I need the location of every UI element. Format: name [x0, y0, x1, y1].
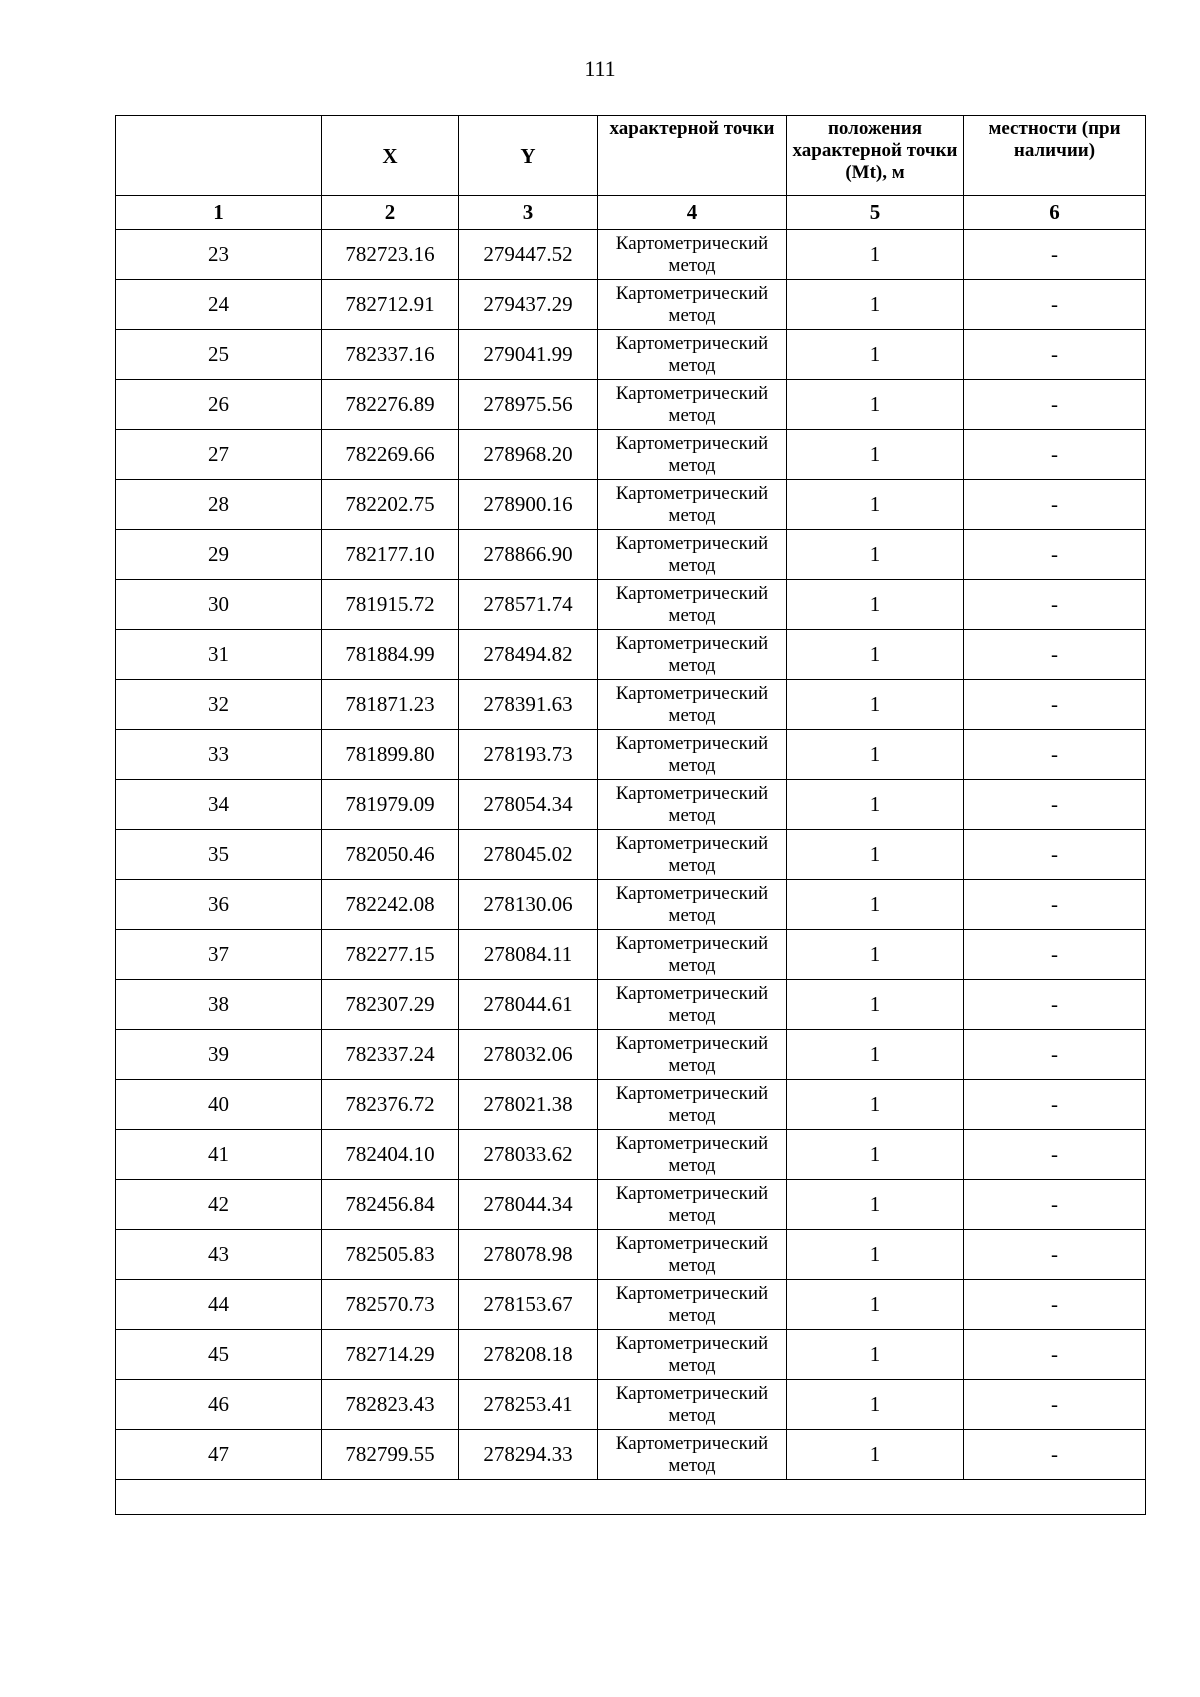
x-coordinate-cell: 782269.66 — [322, 430, 459, 480]
description-cell: - — [964, 1280, 1146, 1330]
y-coordinate-cell: 278294.33 — [459, 1430, 598, 1480]
method-text-line2: метод — [668, 1454, 716, 1476]
method-cell — [598, 1030, 787, 1080]
method-text-line1: Картометрический — [615, 682, 769, 704]
method-text-line2: метод — [668, 404, 716, 426]
y-coordinate-cell: 278571.74 — [459, 580, 598, 630]
method-text-line1: Картометрический — [615, 532, 769, 554]
point-number-cell: 37 — [116, 930, 322, 980]
method-cell — [598, 1230, 787, 1280]
method-text-line2: метод — [668, 1204, 716, 1226]
point-number-cell: 44 — [116, 1280, 322, 1330]
method-text-line2: метод — [668, 254, 716, 276]
x-coordinate-cell: 782376.72 — [322, 1080, 459, 1130]
accuracy-cell: 1 — [787, 730, 964, 780]
y-coordinate-cell: 279447.52 — [459, 230, 598, 280]
accuracy-cell: 1 — [787, 1180, 964, 1230]
method-text-line1: Картометрический — [615, 832, 769, 854]
method-text-line2: метод — [668, 904, 716, 926]
y-coordinate-cell: 278044.61 — [459, 980, 598, 1030]
method-text-line2: метод — [668, 1304, 716, 1326]
x-coordinate-cell: 782712.91 — [322, 280, 459, 330]
method-text-line1: Картометрический — [615, 1232, 769, 1254]
accuracy-cell: 1 — [787, 1130, 964, 1180]
method-cell — [598, 230, 787, 280]
y-coordinate-cell: 278494.82 — [459, 630, 598, 680]
y-coordinate-cell: 278193.73 — [459, 730, 598, 780]
point-number-cell: 25 — [116, 330, 322, 380]
y-coordinate-cell: 278866.90 — [459, 530, 598, 580]
method-text-line1: Картометрический — [615, 1082, 769, 1104]
table-row — [116, 1080, 1146, 1130]
x-coordinate-cell: 781979.09 — [322, 780, 459, 830]
description-cell: - — [964, 980, 1146, 1030]
description-cell: - — [964, 680, 1146, 730]
method-text-line2: метод — [668, 1104, 716, 1126]
table-row — [116, 630, 1146, 680]
header-y: Y — [459, 116, 598, 196]
description-cell: - — [964, 780, 1146, 830]
y-coordinate-cell: 278033.62 — [459, 1130, 598, 1180]
method-text-line2: метод — [668, 354, 716, 376]
page-number: 111 — [584, 56, 616, 81]
header-method: характерной точки — [598, 116, 787, 196]
x-coordinate-cell: 782277.15 — [322, 930, 459, 980]
method-cell — [598, 1430, 787, 1480]
y-coordinate-cell: 278078.98 — [459, 1230, 598, 1280]
method-text-line2: метод — [668, 1404, 716, 1426]
x-coordinate-cell: 782714.29 — [322, 1330, 459, 1380]
method-text-line1: Картометрический — [615, 1032, 769, 1054]
x-coordinate-cell: 782307.29 — [322, 980, 459, 1030]
column-number: 4 — [598, 196, 787, 230]
table-row — [116, 680, 1146, 730]
y-coordinate-cell: 278084.11 — [459, 930, 598, 980]
x-coordinate-cell: 782202.75 — [322, 480, 459, 530]
x-coordinate-cell: 782404.10 — [322, 1130, 459, 1180]
y-coordinate-cell: 278900.16 — [459, 480, 598, 530]
y-coordinate-cell: 278045.02 — [459, 830, 598, 880]
accuracy-cell: 1 — [787, 530, 964, 580]
method-cell — [598, 980, 787, 1030]
point-number-cell: 31 — [116, 630, 322, 680]
point-number-cell: 42 — [116, 1180, 322, 1230]
table-row — [116, 580, 1146, 630]
description-cell: - — [964, 880, 1146, 930]
point-number-cell: 46 — [116, 1380, 322, 1430]
x-coordinate-cell: 782505.83 — [322, 1230, 459, 1280]
point-number-cell: 32 — [116, 680, 322, 730]
method-cell — [598, 1130, 787, 1180]
coordinates-table — [115, 115, 1146, 1515]
table-row — [116, 430, 1146, 480]
accuracy-cell: 1 — [787, 380, 964, 430]
x-coordinate-cell: 782723.16 — [322, 230, 459, 280]
method-text-line2: метод — [668, 954, 716, 976]
description-cell: - — [964, 1130, 1146, 1180]
method-text-line1: Картометрический — [615, 632, 769, 654]
table-row — [116, 480, 1146, 530]
accuracy-cell: 1 — [787, 580, 964, 630]
method-cell — [598, 930, 787, 980]
point-number-cell: 27 — [116, 430, 322, 480]
method-cell — [598, 1280, 787, 1330]
column-numbers-row — [116, 196, 1146, 230]
method-text-line1: Картометрический — [615, 232, 769, 254]
method-cell — [598, 1180, 787, 1230]
y-coordinate-cell: 278130.06 — [459, 880, 598, 930]
method-text-line1: Картометрический — [615, 1132, 769, 1154]
description-cell: - — [964, 480, 1146, 530]
table-row — [116, 730, 1146, 780]
column-number: 6 — [964, 196, 1146, 230]
header-x: X — [322, 116, 459, 196]
table-row — [116, 830, 1146, 880]
description-cell: - — [964, 1230, 1146, 1280]
y-coordinate-cell: 279041.99 — [459, 330, 598, 380]
point-number-cell: 40 — [116, 1080, 322, 1130]
method-cell — [598, 830, 787, 880]
description-cell: - — [964, 730, 1146, 780]
y-coordinate-cell: 278021.38 — [459, 1080, 598, 1130]
table-row — [116, 330, 1146, 380]
table-row — [116, 1430, 1146, 1480]
method-text-line1: Картометрический — [615, 582, 769, 604]
description-cell: - — [964, 1180, 1146, 1230]
accuracy-cell: 1 — [787, 1330, 964, 1380]
method-cell — [598, 430, 787, 480]
accuracy-cell: 1 — [787, 1230, 964, 1280]
table-row — [116, 1280, 1146, 1330]
y-coordinate-cell: 278391.63 — [459, 680, 598, 730]
header-accuracy: положения характерной точки (Mt), м — [787, 116, 964, 196]
accuracy-cell: 1 — [787, 630, 964, 680]
table-row — [116, 1230, 1146, 1280]
method-cell — [598, 1380, 787, 1430]
method-text-line2: метод — [668, 704, 716, 726]
x-coordinate-cell: 781871.23 — [322, 680, 459, 730]
accuracy-cell: 1 — [787, 1080, 964, 1130]
point-number-cell: 41 — [116, 1130, 322, 1180]
point-number-cell: 35 — [116, 830, 322, 880]
point-number-cell: 34 — [116, 780, 322, 830]
description-cell: - — [964, 330, 1146, 380]
description-cell: - — [964, 1430, 1146, 1480]
accuracy-cell: 1 — [787, 230, 964, 280]
y-coordinate-cell: 278253.41 — [459, 1380, 598, 1430]
point-number-cell: 36 — [116, 880, 322, 930]
method-cell — [598, 380, 787, 430]
point-number-cell: 43 — [116, 1230, 322, 1280]
method-text-line2: метод — [668, 604, 716, 626]
description-cell: - — [964, 280, 1146, 330]
table-row — [116, 980, 1146, 1030]
method-text-line1: Картометрический — [615, 332, 769, 354]
accuracy-cell: 1 — [787, 930, 964, 980]
method-text-line2: метод — [668, 754, 716, 776]
method-text-line1: Картометрический — [615, 1432, 769, 1454]
accuracy-cell: 1 — [787, 1380, 964, 1430]
table-row — [116, 230, 1146, 280]
method-cell — [598, 730, 787, 780]
column-number: 1 — [116, 196, 322, 230]
accuracy-cell: 1 — [787, 280, 964, 330]
point-number-cell: 28 — [116, 480, 322, 530]
column-number: 5 — [787, 196, 964, 230]
accuracy-cell: 1 — [787, 680, 964, 730]
accuracy-cell: 1 — [787, 1280, 964, 1330]
point-number-cell: 33 — [116, 730, 322, 780]
method-cell — [598, 1080, 787, 1130]
method-text-line1: Картометрический — [615, 432, 769, 454]
header-point-number — [116, 116, 322, 196]
method-cell — [598, 330, 787, 380]
accuracy-cell: 1 — [787, 780, 964, 830]
method-cell — [598, 780, 787, 830]
method-text-line2: метод — [668, 454, 716, 476]
description-cell: - — [964, 1030, 1146, 1080]
description-cell: - — [964, 380, 1146, 430]
method-cell — [598, 680, 787, 730]
method-text-line1: Картометрический — [615, 982, 769, 1004]
empty-footer-cell — [116, 1480, 1146, 1515]
point-number-cell: 39 — [116, 1030, 322, 1080]
method-text-line2: метод — [668, 654, 716, 676]
table-row — [116, 880, 1146, 930]
description-cell: - — [964, 630, 1146, 680]
point-number-cell: 24 — [116, 280, 322, 330]
table-row — [116, 280, 1146, 330]
method-text-line1: Картометрический — [615, 782, 769, 804]
method-text-line2: метод — [668, 304, 716, 326]
method-cell — [598, 480, 787, 530]
y-coordinate-cell: 278054.34 — [459, 780, 598, 830]
y-coordinate-cell: 278153.67 — [459, 1280, 598, 1330]
method-text-line1: Картометрический — [615, 482, 769, 504]
accuracy-cell: 1 — [787, 880, 964, 930]
table-row — [116, 380, 1146, 430]
method-text-line1: Картометрический — [615, 732, 769, 754]
point-number-cell: 23 — [116, 230, 322, 280]
method-cell — [598, 530, 787, 580]
column-number: 2 — [322, 196, 459, 230]
header-description: местности (при наличии) — [964, 116, 1146, 196]
method-text-line1: Картометрический — [615, 382, 769, 404]
x-coordinate-cell: 781915.72 — [322, 580, 459, 630]
x-coordinate-cell: 781899.80 — [322, 730, 459, 780]
point-number-cell: 45 — [116, 1330, 322, 1380]
x-coordinate-cell: 782242.08 — [322, 880, 459, 930]
method-text-line1: Картометрический — [615, 1282, 769, 1304]
method-cell — [598, 1330, 787, 1380]
method-text-line2: метод — [668, 854, 716, 876]
method-text-line1: Картометрический — [615, 882, 769, 904]
x-coordinate-cell: 782456.84 — [322, 1180, 459, 1230]
y-coordinate-cell: 278032.06 — [459, 1030, 598, 1080]
point-number-cell: 26 — [116, 380, 322, 430]
x-coordinate-cell: 782050.46 — [322, 830, 459, 880]
x-coordinate-cell: 782337.16 — [322, 330, 459, 380]
x-coordinate-cell: 782570.73 — [322, 1280, 459, 1330]
accuracy-cell: 1 — [787, 1030, 964, 1080]
description-cell: - — [964, 1080, 1146, 1130]
description-cell: - — [964, 830, 1146, 880]
description-cell: - — [964, 230, 1146, 280]
table-row — [116, 930, 1146, 980]
method-text-line2: метод — [668, 804, 716, 826]
x-coordinate-cell: 782276.89 — [322, 380, 459, 430]
accuracy-cell: 1 — [787, 830, 964, 880]
table-row — [116, 1380, 1146, 1430]
table-row — [116, 780, 1146, 830]
table-row — [116, 530, 1146, 580]
x-coordinate-cell: 781884.99 — [322, 630, 459, 680]
accuracy-cell: 1 — [787, 430, 964, 480]
method-text-line2: метод — [668, 504, 716, 526]
method-cell — [598, 280, 787, 330]
description-cell: - — [964, 930, 1146, 980]
point-number-cell: 38 — [116, 980, 322, 1030]
table-row — [116, 1180, 1146, 1230]
method-text-line1: Картометрический — [615, 1382, 769, 1404]
method-text-line2: метод — [668, 1154, 716, 1176]
method-text-line1: Картометрический — [615, 932, 769, 954]
method-text-line2: метод — [668, 1354, 716, 1376]
method-text-line1: Картометрический — [615, 1182, 769, 1204]
description-cell: - — [964, 1330, 1146, 1380]
method-text-line2: метод — [668, 1054, 716, 1076]
x-coordinate-cell: 782337.24 — [322, 1030, 459, 1080]
column-number: 3 — [459, 196, 598, 230]
table-header-row — [116, 116, 1146, 196]
y-coordinate-cell: 278208.18 — [459, 1330, 598, 1380]
table-row — [116, 1130, 1146, 1180]
description-cell: - — [964, 1380, 1146, 1430]
table-row — [116, 1330, 1146, 1380]
method-text-line1: Картометрический — [615, 1332, 769, 1354]
method-cell — [598, 630, 787, 680]
description-cell: - — [964, 580, 1146, 630]
x-coordinate-cell: 782823.43 — [322, 1380, 459, 1430]
table-row — [116, 1030, 1146, 1080]
description-cell: - — [964, 530, 1146, 580]
point-number-cell: 47 — [116, 1430, 322, 1480]
empty-footer-row — [116, 1480, 1146, 1515]
accuracy-cell: 1 — [787, 330, 964, 380]
method-text-line2: метод — [668, 1254, 716, 1276]
y-coordinate-cell: 278968.20 — [459, 430, 598, 480]
method-text-line2: метод — [668, 1004, 716, 1026]
table-body — [116, 230, 1146, 1480]
y-coordinate-cell: 278975.56 — [459, 380, 598, 430]
method-cell — [598, 580, 787, 630]
method-cell — [598, 880, 787, 930]
y-coordinate-cell: 278044.34 — [459, 1180, 598, 1230]
description-cell: - — [964, 430, 1146, 480]
accuracy-cell: 1 — [787, 480, 964, 530]
y-coordinate-cell: 279437.29 — [459, 280, 598, 330]
method-text-line1: Картометрический — [615, 282, 769, 304]
x-coordinate-cell: 782177.10 — [322, 530, 459, 580]
accuracy-cell: 1 — [787, 1430, 964, 1480]
accuracy-cell: 1 — [787, 980, 964, 1030]
point-number-cell: 29 — [116, 530, 322, 580]
x-coordinate-cell: 782799.55 — [322, 1430, 459, 1480]
method-text-line2: метод — [668, 554, 716, 576]
point-number-cell: 30 — [116, 580, 322, 630]
